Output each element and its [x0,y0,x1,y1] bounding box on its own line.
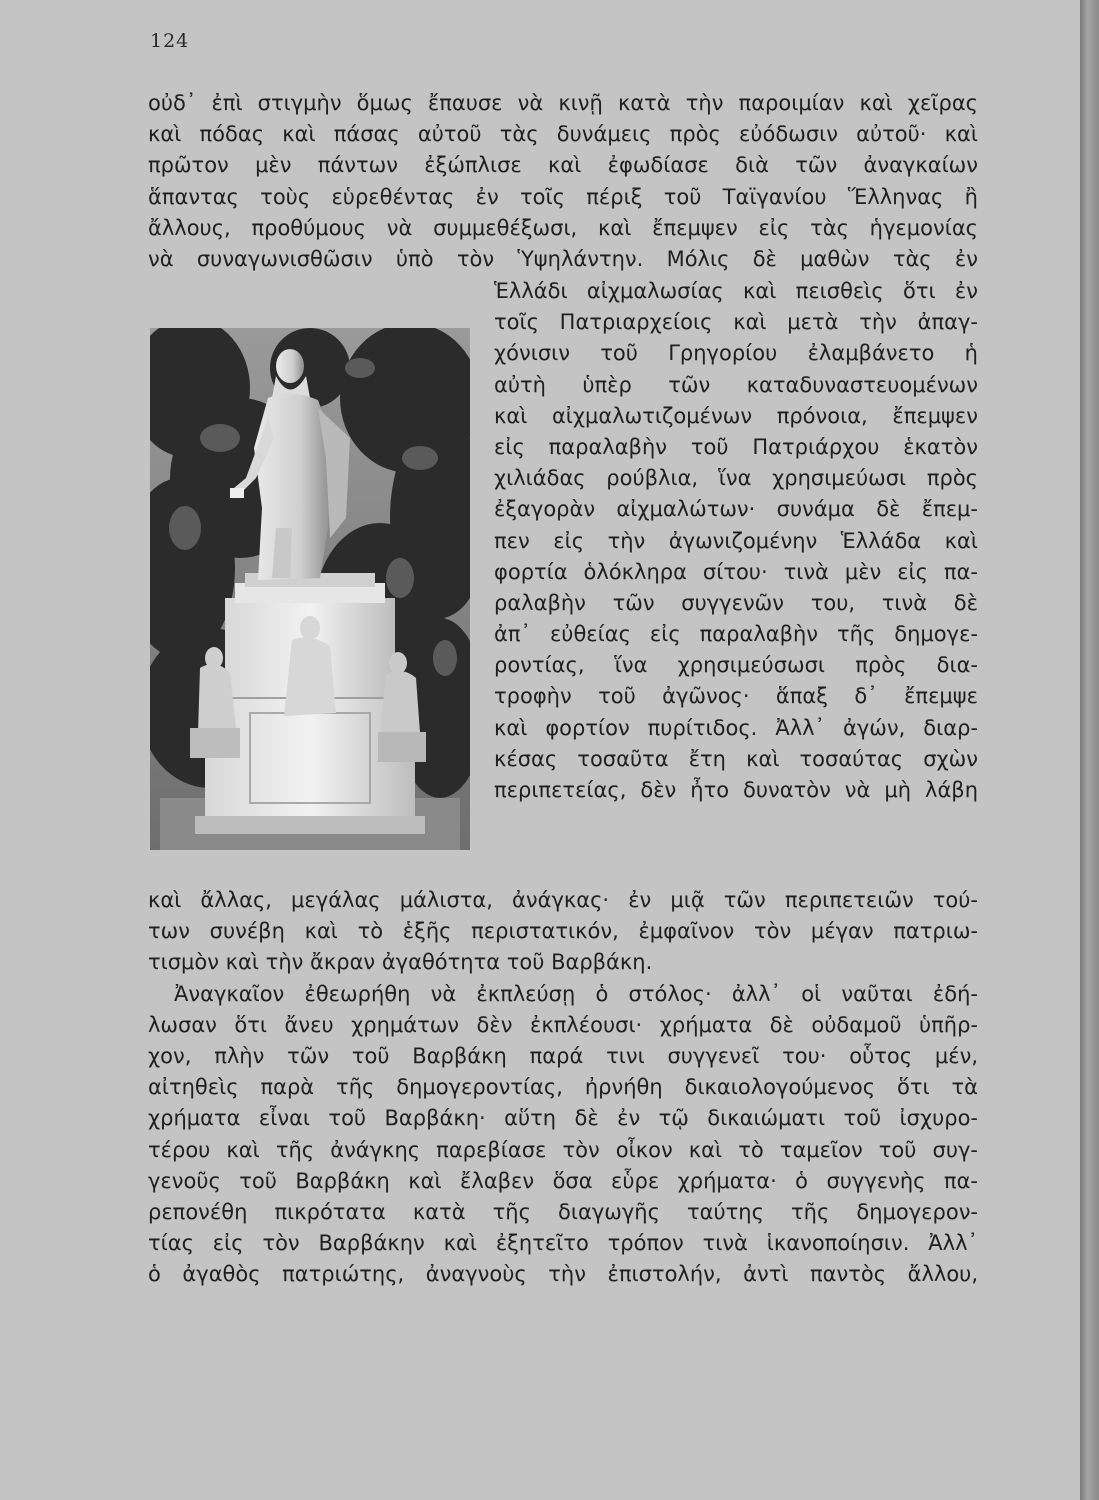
text-line: αὐτὴ ὑπὲρ τῶν καταδυναστευομένων [494,372,978,397]
text-line: τίας εἰς τὸν Βαρβάκην καὶ ἐξητεῖτο τρόπον τινὰ ἱκανοποίησιν. Ἀλλ᾽ [148,1231,978,1256]
text-line: ραλαβὴν τῶν συγγενῶν του, τινὰ δὲ [494,590,978,615]
text-line: ἄλλους, προθύμους νὰ συμμεθέξωσι, καὶ ἔπεμψεν εἰς τὰς ἡγεμονίας [148,215,978,240]
text-line: χιλιάδας ρούβλια, ἵνα χρησιμεύωσι πρὸς [494,466,978,491]
text-line: ἐξαγορὰν αἰχμαλώτων· συνάμα δὲ ἔπεμ- [494,497,978,522]
text-line: ὁ ἀγαθὸς πατριώτης, ἀναγνοὺς τὴν ἐπιστολήν, ἀντὶ παντὸς ἄλλου, [148,1262,978,1287]
text-line: νὰ συναγωνισθῶσιν ὑπὸ τὸν Ὑψηλάντην. Μόλις δὲ μαθὼν τὰς ἐν [148,246,978,271]
text-line: τροφὴν τοῦ ἀγῶνος· ἅπαξ δ᾽ ἔπεμψε [494,684,978,709]
page-number: 124 [150,30,190,52]
text-line: χον, πλὴν τῶν τοῦ Βαρβάκη παρά τινι συγγενεῖ του· οὗτος μέν, [148,1043,978,1068]
text-line: ἀπ᾽ εὐθείας εἰς παραλαβὴν τῆς δημογε- [494,622,978,647]
text-line: καὶ φορτίον πυρίτιδος. Ἀλλ᾽ ἀγών, διαρ- [494,715,978,740]
text-line: ρεπονέθη πικρότατα κατὰ τῆς διαγωγῆς ταύτης τῆς δημογερον- [148,1199,978,1224]
text-line: ροντίας, ἵνα χρησιμεύσωσι πρὸς δια- [494,653,978,678]
text-line: πρῶτον μὲν πάντων ἐξώπλισε καὶ ἐφωδίασε διὰ τῶν ἀναγκαίων [148,153,978,178]
text-line: ἅπαντας τοὺς εὑρεθέντας ἐν τοῖς πέριξ τοῦ Ταϊγανίου Ἕλληνας ἢ [148,184,978,209]
text-line: τισμὸν καὶ τὴν ἄκραν ἀγαθότητα τοῦ Βαρβάκη. [148,950,653,975]
text-line: τοῖς Πατριαρχείοις καὶ μετὰ τὴν ἀπαγ- [494,310,978,335]
text-line: αἰτηθεὶς παρὰ τῆς δημογεροντίας, ἠρνήθη δικαιολογούμενος ὅτι τὰ [148,1075,978,1100]
text-line: γενοῦς τοῦ Βαρβάκη καὶ ἔλαβεν ὅσα εὗρε χρήματα· ὁ συγγενὴς πα- [148,1168,978,1193]
text-line: Ἀναγκαῖον ἐθεωρήθη νὰ ἐκπλεύσῃ ὁ στόλος· ἀλλ᾽ οἱ ναῦται ἐδή- [174,981,978,1006]
paragraph-right [494,276,978,806]
text-line: πεν εἰς τὴν ἀγωνιζομένην Ἑλλάδα καὶ [494,528,978,553]
text-line: των συνέβη καὶ τὸ ἑξῆς περιστατικόν, ἐμφαῖνον τὸν μέγαν πατριω- [148,919,978,944]
text-line: καὶ αἰχμαλωτιζομένων πρόνοια, ἔπεμψεν [494,403,978,428]
text-line: καὶ πόδας καὶ πάσας αὐτοῦ τὰς δυνάμεις πρὸς εὐόδωσιν αὐτοῦ· καὶ [148,122,978,147]
text-line: περιπετείας, δὲν ἦτο δυνατὸν νὰ μὴ λάβη [494,778,978,802]
paragraph-bottom [148,885,978,1290]
text-line: εἰς παραλαβὴν τοῦ Πατριάρχου ἑκατὸν [494,434,978,459]
text-line: χρήματα εἶναι τοῦ Βαρβάκη· αὕτη δὲ ἐν τῷ δικαιώματι τοῦ ἰσχυρο- [148,1106,978,1131]
text-line: φορτία ὁλόκληρα σίτου· τινὰ μὲν εἰς πα- [494,559,978,584]
page-edge [1080,0,1099,1500]
text-line: τέρου καὶ τῆς ἀνάγκης παρεβίασε τὸν οἶκον καὶ τὸ ταμεῖον τοῦ συγ- [148,1137,978,1162]
text-line: Ἑλλάδι αἰχμαλωσίας καὶ πεισθεὶς ὅτι ἐν [494,279,978,303]
statue-photo [150,328,470,850]
text-line: κέσας τοσαῦτα ἔτη καὶ τοσαύτας σχὼν [494,746,978,771]
text-line: χόνισιν τοῦ Γρηγορίου ἐλαμβάνετο ἡ [494,341,978,366]
text-line: λωσαν ὅτι ἄνευ χρημάτων δὲν ἐκπλέουσι· χρήματα δὲ οὐδαμοῦ ὑπῆρ- [148,1012,978,1037]
text-line: καὶ ἄλλας, μεγάλας μάλιστα, ἀνάγκας· ἐν μιᾷ τῶν περιπετειῶν τού- [148,888,978,912]
paragraph-top [148,88,978,275]
text-line: οὐδ᾽ ἐπὶ στιγμὴν ὅμως ἔπαυσε νὰ κινῇ κατὰ τὴν παροιμίαν καὶ χεῖρας [148,91,978,115]
